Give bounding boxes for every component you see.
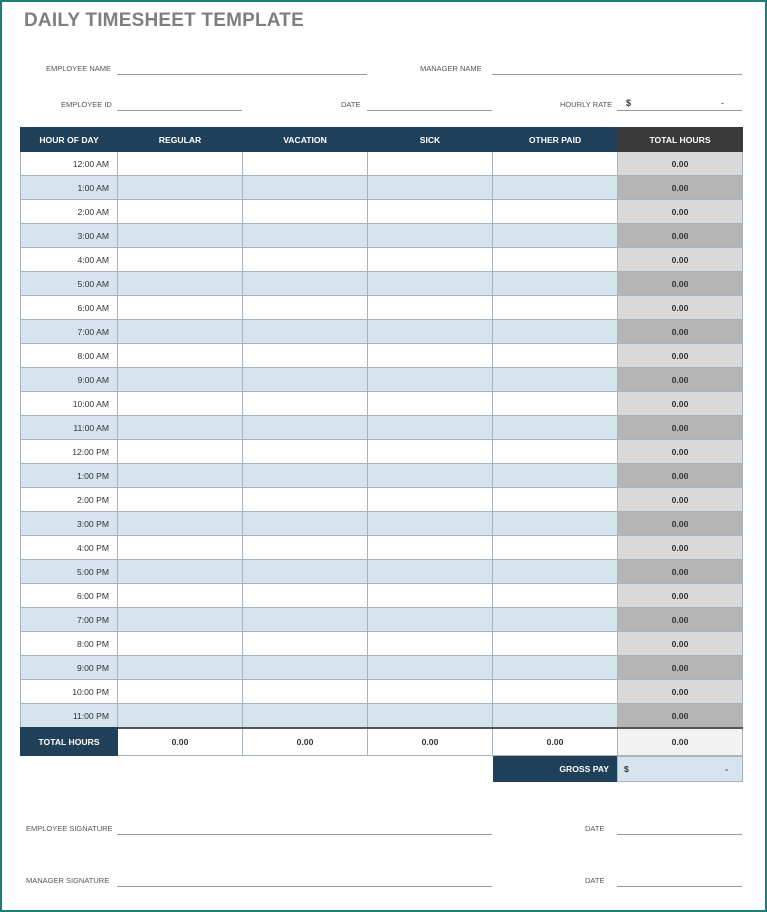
page-title: DAILY TIMESHEET TEMPLATE [24, 10, 304, 31]
total-hours-cell: 0.00 [618, 560, 743, 584]
col-header-sick: SICK [368, 128, 493, 152]
regular-cell[interactable] [118, 512, 243, 536]
hour-cell: 9:00 AM [21, 368, 118, 392]
table-row [21, 704, 743, 729]
hour-cell: 9:00 PM [21, 656, 118, 680]
table-row [21, 152, 743, 176]
hour-cell: 5:00 AM [21, 272, 118, 296]
table-row [21, 272, 743, 296]
other-paid-cell[interactable] [493, 584, 618, 608]
date-label: DATE [341, 100, 361, 109]
manager-signature-label: MANAGER SIGNATURE [26, 876, 110, 885]
table-row [21, 536, 743, 560]
manager-signature-date-field[interactable] [617, 886, 742, 887]
hour-cell: 5:00 PM [21, 560, 118, 584]
other-paid-cell[interactable] [493, 560, 618, 584]
vacation-cell[interactable] [243, 368, 368, 392]
other-paid-cell[interactable] [493, 536, 618, 560]
gross-pay-label: GROSS PAY [493, 756, 617, 782]
hour-cell: 6:00 AM [21, 296, 118, 320]
regular-cell[interactable] [118, 152, 243, 176]
vacation-cell[interactable] [243, 704, 368, 729]
col-header-regular: REGULAR [118, 128, 243, 152]
sick-cell[interactable] [368, 200, 493, 224]
regular-cell[interactable] [118, 656, 243, 680]
total-hours-cell: 0.00 [618, 224, 743, 248]
hour-cell: 12:00 AM [21, 152, 118, 176]
regular-cell[interactable] [118, 224, 243, 248]
totals-row [21, 728, 743, 756]
regular-cell[interactable] [118, 344, 243, 368]
hour-cell: 7:00 AM [21, 320, 118, 344]
table-row [21, 416, 743, 440]
regular-cell[interactable] [118, 200, 243, 224]
total-hours-cell: 0.00 [618, 248, 743, 272]
regular-cell[interactable] [118, 680, 243, 704]
other-paid-cell[interactable] [493, 344, 618, 368]
sick-cell[interactable] [368, 560, 493, 584]
vacation-cell[interactable] [243, 464, 368, 488]
total-hours-cell: 0.00 [618, 632, 743, 656]
total-hours-cell: 0.00 [618, 440, 743, 464]
col-header-vacation: VACATION [243, 128, 368, 152]
table-row [21, 584, 743, 608]
regular-cell[interactable] [118, 536, 243, 560]
employee-name-label: EMPLOYEE NAME [46, 64, 112, 73]
table-row [21, 464, 743, 488]
manager-signature-field[interactable] [117, 886, 492, 887]
gross-pay-value-box [617, 756, 743, 782]
total-hours-cell: 0.00 [618, 704, 743, 729]
sick-cell[interactable] [368, 656, 493, 680]
employee-signature-field[interactable] [117, 834, 492, 835]
total-sick: 0.00 [368, 728, 493, 756]
sick-cell[interactable] [368, 584, 493, 608]
hour-cell: 3:00 AM [21, 224, 118, 248]
total-hours-cell: 0.00 [618, 512, 743, 536]
regular-cell[interactable] [118, 584, 243, 608]
sick-cell[interactable] [368, 632, 493, 656]
sick-cell[interactable] [368, 488, 493, 512]
other-paid-cell[interactable] [493, 296, 618, 320]
table-row [21, 632, 743, 656]
hourly-rate-currency: $ [626, 98, 632, 108]
vacation-cell[interactable] [243, 560, 368, 584]
hour-cell: 10:00 PM [21, 680, 118, 704]
sick-cell[interactable] [368, 176, 493, 200]
timesheet-table [20, 127, 743, 756]
sick-cell[interactable] [368, 392, 493, 416]
other-paid-cell[interactable] [493, 704, 618, 729]
sick-cell[interactable] [368, 248, 493, 272]
other-paid-cell[interactable] [493, 272, 618, 296]
total-hours-cell: 0.00 [618, 584, 743, 608]
other-paid-cell[interactable] [493, 224, 618, 248]
regular-cell[interactable] [118, 272, 243, 296]
total-vacation: 0.00 [243, 728, 368, 756]
other-paid-cell[interactable] [493, 392, 618, 416]
total-hours-cell: 0.00 [618, 296, 743, 320]
table-row [21, 200, 743, 224]
vacation-cell[interactable] [243, 272, 368, 296]
table-row [21, 368, 743, 392]
other-paid-cell[interactable] [493, 680, 618, 704]
vacation-cell[interactable] [243, 320, 368, 344]
table-row [21, 488, 743, 512]
hour-cell: 10:00 AM [21, 392, 118, 416]
hour-cell: 6:00 PM [21, 584, 118, 608]
vacation-cell[interactable] [243, 584, 368, 608]
employee-id-field[interactable] [117, 110, 242, 111]
employee-signature-date-label: DATE [585, 824, 605, 833]
totals-label: TOTAL HOURS [21, 728, 118, 756]
hour-cell: 1:00 AM [21, 176, 118, 200]
sick-cell[interactable] [368, 368, 493, 392]
table-row [21, 320, 743, 344]
hour-cell: 2:00 PM [21, 488, 118, 512]
hourly-rate-field[interactable] [617, 110, 742, 111]
total-hours-cell: 0.00 [618, 152, 743, 176]
sick-cell[interactable] [368, 320, 493, 344]
employee-signature-label: EMPLOYEE SIGNATURE [26, 824, 113, 833]
other-paid-cell[interactable] [493, 656, 618, 680]
table-row [21, 656, 743, 680]
other-paid-cell[interactable] [493, 176, 618, 200]
hour-cell: 4:00 PM [21, 536, 118, 560]
other-paid-cell[interactable] [493, 368, 618, 392]
regular-cell[interactable] [118, 632, 243, 656]
vacation-cell[interactable] [243, 536, 368, 560]
total-hours-cell: 0.00 [618, 536, 743, 560]
col-header-hour: HOUR OF DAY [21, 128, 118, 152]
vacation-cell[interactable] [243, 224, 368, 248]
regular-cell[interactable] [118, 440, 243, 464]
total-regular: 0.00 [118, 728, 243, 756]
total-hours-cell: 0.00 [618, 416, 743, 440]
header-row [21, 128, 743, 152]
sick-cell[interactable] [368, 296, 493, 320]
vacation-cell[interactable] [243, 248, 368, 272]
total-hours-cell: 0.00 [618, 320, 743, 344]
other-paid-cell[interactable] [493, 200, 618, 224]
total-hours-cell: 0.00 [618, 464, 743, 488]
hour-cell: 8:00 AM [21, 344, 118, 368]
other-paid-cell[interactable] [493, 512, 618, 536]
total-hours-cell: 0.00 [618, 608, 743, 632]
employee-signature-date-field[interactable] [617, 834, 742, 835]
manager-name-field[interactable] [492, 74, 742, 75]
vacation-cell[interactable] [243, 416, 368, 440]
table-row [21, 608, 743, 632]
total-hours-cell: 0.00 [618, 200, 743, 224]
table-row [21, 512, 743, 536]
vacation-cell[interactable] [243, 200, 368, 224]
other-paid-cell[interactable] [493, 416, 618, 440]
sick-cell[interactable] [368, 704, 493, 729]
employee-name-field[interactable] [117, 74, 367, 75]
hour-cell: 11:00 PM [21, 704, 118, 729]
hour-cell: 2:00 AM [21, 200, 118, 224]
manager-name-label: MANAGER NAME [420, 64, 482, 73]
other-paid-cell[interactable] [493, 608, 618, 632]
total-hours-cell: 0.00 [618, 392, 743, 416]
table-row [21, 296, 743, 320]
total-other-paid: 0.00 [493, 728, 618, 756]
vacation-cell[interactable] [243, 296, 368, 320]
sick-cell[interactable] [368, 464, 493, 488]
table-row [21, 560, 743, 584]
col-header-total-hours: TOTAL HOURS [618, 128, 743, 152]
total-hours-cell: 0.00 [618, 488, 743, 512]
vacation-cell[interactable] [243, 680, 368, 704]
regular-cell[interactable] [118, 560, 243, 584]
sick-cell[interactable] [368, 536, 493, 560]
vacation-cell[interactable] [243, 152, 368, 176]
gross-pay-currency: $ [624, 764, 629, 774]
regular-cell[interactable] [118, 488, 243, 512]
hour-cell: 8:00 PM [21, 632, 118, 656]
regular-cell[interactable] [118, 320, 243, 344]
vacation-cell[interactable] [243, 176, 368, 200]
date-field[interactable] [367, 110, 492, 111]
hour-cell: 1:00 PM [21, 464, 118, 488]
regular-cell[interactable] [118, 296, 243, 320]
hour-cell: 4:00 AM [21, 248, 118, 272]
table-row [21, 248, 743, 272]
total-hours-cell: 0.00 [618, 176, 743, 200]
sick-cell[interactable] [368, 608, 493, 632]
total-hours-cell: 0.00 [618, 368, 743, 392]
sick-cell[interactable] [368, 152, 493, 176]
regular-cell[interactable] [118, 464, 243, 488]
other-paid-cell[interactable] [493, 248, 618, 272]
total-hours-cell: 0.00 [618, 344, 743, 368]
regular-cell[interactable] [118, 392, 243, 416]
table-row [21, 680, 743, 704]
vacation-cell[interactable] [243, 440, 368, 464]
other-paid-cell[interactable] [493, 320, 618, 344]
manager-signature-date-label: DATE [585, 876, 605, 885]
table-row [21, 392, 743, 416]
table-row [21, 344, 743, 368]
table-row [21, 224, 743, 248]
hour-cell: 11:00 AM [21, 416, 118, 440]
table-row [21, 440, 743, 464]
hourly-rate-label: HOURLY RATE [560, 100, 613, 109]
total-hours-cell: 0.00 [618, 272, 743, 296]
sick-cell[interactable] [368, 416, 493, 440]
sick-cell[interactable] [368, 440, 493, 464]
other-paid-cell[interactable] [493, 632, 618, 656]
regular-cell[interactable] [118, 416, 243, 440]
regular-cell[interactable] [118, 368, 243, 392]
sick-cell[interactable] [368, 512, 493, 536]
regular-cell[interactable] [118, 176, 243, 200]
sick-cell[interactable] [368, 224, 493, 248]
other-paid-cell[interactable] [493, 440, 618, 464]
hourly-rate-value: - [721, 98, 724, 108]
regular-cell[interactable] [118, 248, 243, 272]
employee-id-label: EMPLOYEE ID [61, 100, 112, 109]
other-paid-cell[interactable] [493, 152, 618, 176]
vacation-cell[interactable] [243, 632, 368, 656]
other-paid-cell[interactable] [493, 488, 618, 512]
sick-cell[interactable] [368, 680, 493, 704]
total-hours-cell: 0.00 [618, 680, 743, 704]
vacation-cell[interactable] [243, 656, 368, 680]
gross-pay-value: - [725, 764, 728, 774]
vacation-cell[interactable] [243, 608, 368, 632]
other-paid-cell[interactable] [493, 464, 618, 488]
total-hours-cell: 0.00 [618, 656, 743, 680]
sick-cell[interactable] [368, 272, 493, 296]
table-row [21, 176, 743, 200]
total-all-hours: 0.00 [618, 728, 743, 756]
regular-cell[interactable] [118, 704, 243, 729]
vacation-cell[interactable] [243, 392, 368, 416]
col-header-other-paid: OTHER PAID [493, 128, 618, 152]
hour-cell: 12:00 PM [21, 440, 118, 464]
vacation-cell[interactable] [243, 344, 368, 368]
hour-cell: 7:00 PM [21, 608, 118, 632]
vacation-cell[interactable] [243, 512, 368, 536]
vacation-cell[interactable] [243, 488, 368, 512]
regular-cell[interactable] [118, 608, 243, 632]
hour-cell: 3:00 PM [21, 512, 118, 536]
sick-cell[interactable] [368, 344, 493, 368]
